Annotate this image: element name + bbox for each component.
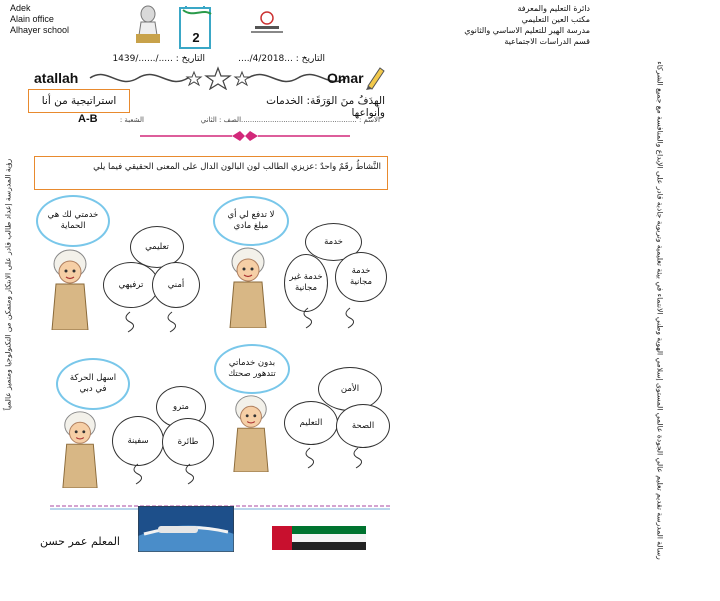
balloon-label: خدمة غير مجانية xyxy=(289,272,323,293)
balloon-label: تعليمي xyxy=(145,241,169,252)
metro-image xyxy=(138,506,234,552)
balloon-label: مترو xyxy=(173,401,189,412)
balloon-label: التعليم xyxy=(299,417,323,428)
header-right-block xyxy=(420,3,590,47)
balloon[interactable] xyxy=(335,252,387,302)
activity-text: النَّشاطُ رقَمٌ واحدٌ :عزيزي الطالب لون البالون الدال على المعنى الحقيقي فيما يلي xyxy=(93,162,381,172)
strategy-box xyxy=(28,89,130,113)
header-left-line: Adek xyxy=(10,3,31,13)
bottom-divider xyxy=(50,496,390,506)
number-badge xyxy=(178,6,216,52)
date-gregorian: التاريخ : ...4/2018/.... xyxy=(238,54,325,64)
header-right-line: دائرة التعليم والمعرفة xyxy=(517,4,590,13)
objective: الهدَفُ منَ الوَرَقَة: الخدمات وأنواعها xyxy=(266,95,385,119)
boy-character xyxy=(50,408,110,488)
bubble-text: اسهل الحركة في دبي xyxy=(69,373,117,394)
date-hijri: التاريخ : ...../....../1439 xyxy=(112,54,205,64)
balloon-strings xyxy=(110,300,200,336)
boy-character xyxy=(40,246,100,330)
header-left-line: Alhayer school xyxy=(10,25,70,35)
balloon-label: الصحة xyxy=(351,420,375,431)
pencil-icon xyxy=(364,64,386,90)
header-right-line: قسم الدراسات الاجتماعية xyxy=(504,37,590,46)
ministry-logo xyxy=(247,10,287,36)
ornament-divider xyxy=(140,128,350,142)
section-label: الشعبة : xyxy=(119,116,144,124)
teacher-name: المعلم عمر حسن xyxy=(39,535,120,548)
bubble-text: خدمتي لك هي الحماية xyxy=(47,210,99,231)
balloon-label: الأمن xyxy=(340,383,360,394)
balloon-label: سفينة xyxy=(127,435,149,446)
uae-flag-image xyxy=(272,526,366,550)
bubble-text: لا تدفع لي أي مبلغ مادي xyxy=(227,210,275,231)
name-line: الاسم : ....................................................الصف : الثاني xyxy=(200,116,380,124)
section-value: A-B xyxy=(78,113,98,125)
speech-bubble xyxy=(214,344,290,394)
header-left-line: Alain office xyxy=(10,14,54,24)
balloon-strings xyxy=(292,438,382,474)
header-right-line: مكتب العين التعليمي xyxy=(521,15,590,24)
school-mission-text: رسالة المدرسة تقديم تعليم عالي الجودة عالمي المستوى إسلامي الهوية وطني الانتماء في بيئة تعليمية وتربوية جاذبة قادر على الإبداع والمنافسة مع جميع الشركاء xyxy=(655,61,665,560)
left-name: atallah xyxy=(34,70,79,86)
header-right-line: مدرسة الهير للتعليم الاساسي والثانوي xyxy=(464,26,590,35)
balloon-label: خدمة مجانية xyxy=(349,266,373,287)
balloon-strings xyxy=(288,296,378,332)
speech-bubble xyxy=(56,358,130,410)
speech-bubble xyxy=(36,195,110,247)
boy-character xyxy=(218,244,278,328)
activity-box xyxy=(34,156,388,190)
bubble-text: بدون خدماتي تتدهور صحتك xyxy=(228,358,276,379)
balloon-strings xyxy=(120,458,216,488)
balloon-label: أمني xyxy=(167,279,185,290)
balloon-label: ترفيهي xyxy=(118,279,144,290)
speech-bubble xyxy=(213,196,289,246)
balloon-label: طائرة xyxy=(177,436,199,447)
right-name: Omar xyxy=(327,70,364,86)
strategy-label: استراتيجية من أنا xyxy=(41,95,117,107)
badge-number: 2 xyxy=(192,30,200,45)
boy-character xyxy=(222,392,280,472)
school-vision-text: رؤية المدرسة إعداد طالب قادر على الابتكار ومتمكن من التكنولوجيا ومتميز عالمياً xyxy=(3,158,13,411)
header-left xyxy=(10,3,69,36)
balloon-label: خدمة xyxy=(324,236,343,247)
decorative-border xyxy=(88,66,348,90)
zayed-logo xyxy=(132,4,164,44)
